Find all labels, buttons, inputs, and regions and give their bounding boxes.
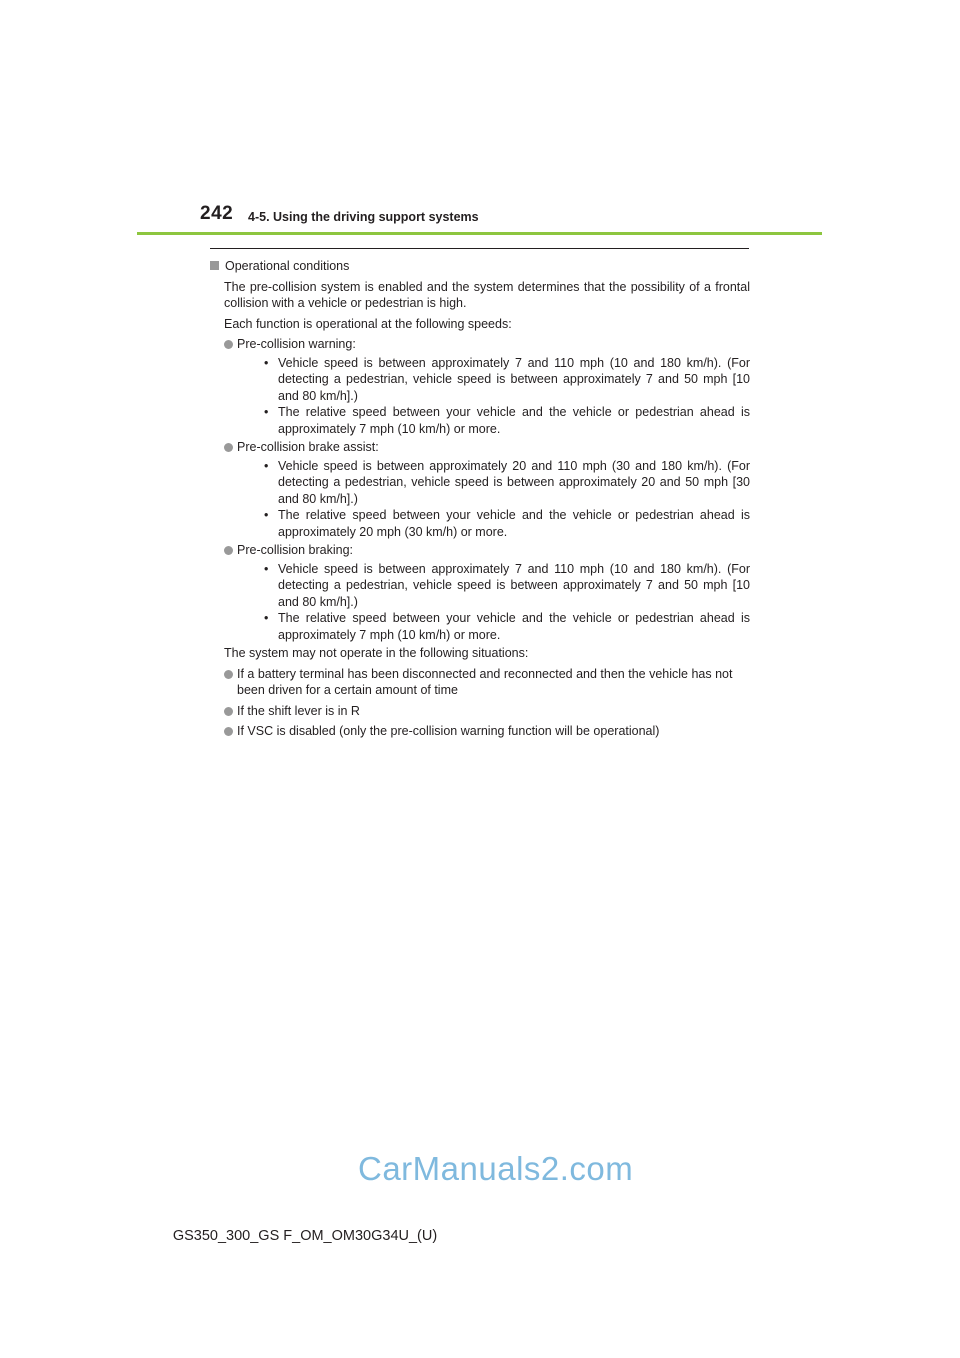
- function-label: Pre-collision braking:: [237, 543, 354, 557]
- condition-item: • Vehicle speed is between approximately 7 and 110 mph (10 and 180 km/h). (For detecting a pedestrian, vehicle speed is between approximately 7 and 50 mph [10 and 80 km/h].): [251, 561, 750, 611]
- condition-list: [251, 355, 750, 438]
- circle-bullet-icon: [224, 546, 233, 555]
- sub-bullet-icon: •: [264, 458, 269, 473]
- operational-conditions-heading: [210, 258, 750, 275]
- condition-item: • The relative speed between your vehicle and the vehicle or pedestrian ahead is approximately 7 mph (10 km/h) or more.: [251, 610, 750, 643]
- sub-bullet-icon: •: [264, 355, 269, 370]
- heading-text: Operational conditions: [225, 259, 350, 273]
- page-number: 242: [200, 203, 234, 224]
- circle-bullet-icon: [224, 707, 233, 716]
- condition-item: • The relative speed between your vehicle and the vehicle or pedestrian ahead is approximately 20 mph (30 km/h) or more.: [251, 507, 750, 540]
- content-divider: [210, 248, 749, 249]
- function-item: [224, 542, 750, 644]
- function-label: Pre-collision warning:: [237, 337, 356, 351]
- function-item: [224, 439, 750, 541]
- intro-paragraph: The pre-collision system is enabled and the system determines that the possibility of a frontal collision with a vehicle or pedestrian is high.: [224, 279, 750, 310]
- condition-item: • The relative speed between your vehicle and the vehicle or pedestrian ahead is approximately 7 mph (10 km/h) or more.: [251, 404, 750, 437]
- square-bullet-icon: [210, 261, 219, 270]
- situation-item: If a battery terminal has been disconnected and reconnected and then the vehicle has not been driven for a certain amount of time: [224, 666, 750, 699]
- speeds-paragraph: Each function is operational at the following speeds:: [224, 316, 512, 331]
- condition-item: • Vehicle speed is between approximately 20 and 110 mph (30 and 180 km/h). (For detecting a pedestrian, vehicle speed is between approximately 20 and 50 mph [30 and 80 km/h].): [251, 458, 750, 508]
- function-label: Pre-collision brake assist:: [237, 440, 379, 454]
- circle-bullet-icon: [224, 443, 233, 452]
- situation-item: If the shift lever is in R: [224, 703, 750, 720]
- manual-code: GS350_300_GS F_OM_OM30G34U_(U): [172, 1228, 438, 1244]
- sub-bullet-icon: •: [264, 561, 269, 576]
- sub-bullet-icon: •: [264, 611, 269, 625]
- condition-item: • Vehicle speed is between approximately 7 and 110 mph (10 and 180 km/h). (For detecting a pedestrian, vehicle speed is between approximately 7 and 50 mph [10 and 80 km/h].): [251, 355, 750, 405]
- content-body: [210, 258, 750, 744]
- circle-bullet-icon: [224, 670, 233, 679]
- section-title: 4-5. Using the driving support systems: [248, 210, 479, 224]
- circle-bullet-icon: [224, 727, 233, 736]
- condition-list: [251, 458, 750, 541]
- condition-list: [251, 561, 750, 644]
- sub-bullet-icon: •: [264, 508, 269, 522]
- watermark-logo: CarManuals2.com: [358, 1150, 634, 1187]
- not-operate-paragraph: The system may not operate in the following situations:: [224, 646, 529, 660]
- page-header: [0, 0, 960, 240]
- sub-bullet-icon: •: [264, 405, 269, 419]
- header-rule: [137, 232, 822, 235]
- situation-item: If VSC is disabled (only the pre-collision warning function will be operational): [224, 723, 750, 740]
- circle-bullet-icon: [224, 340, 233, 349]
- function-item: [224, 336, 750, 438]
